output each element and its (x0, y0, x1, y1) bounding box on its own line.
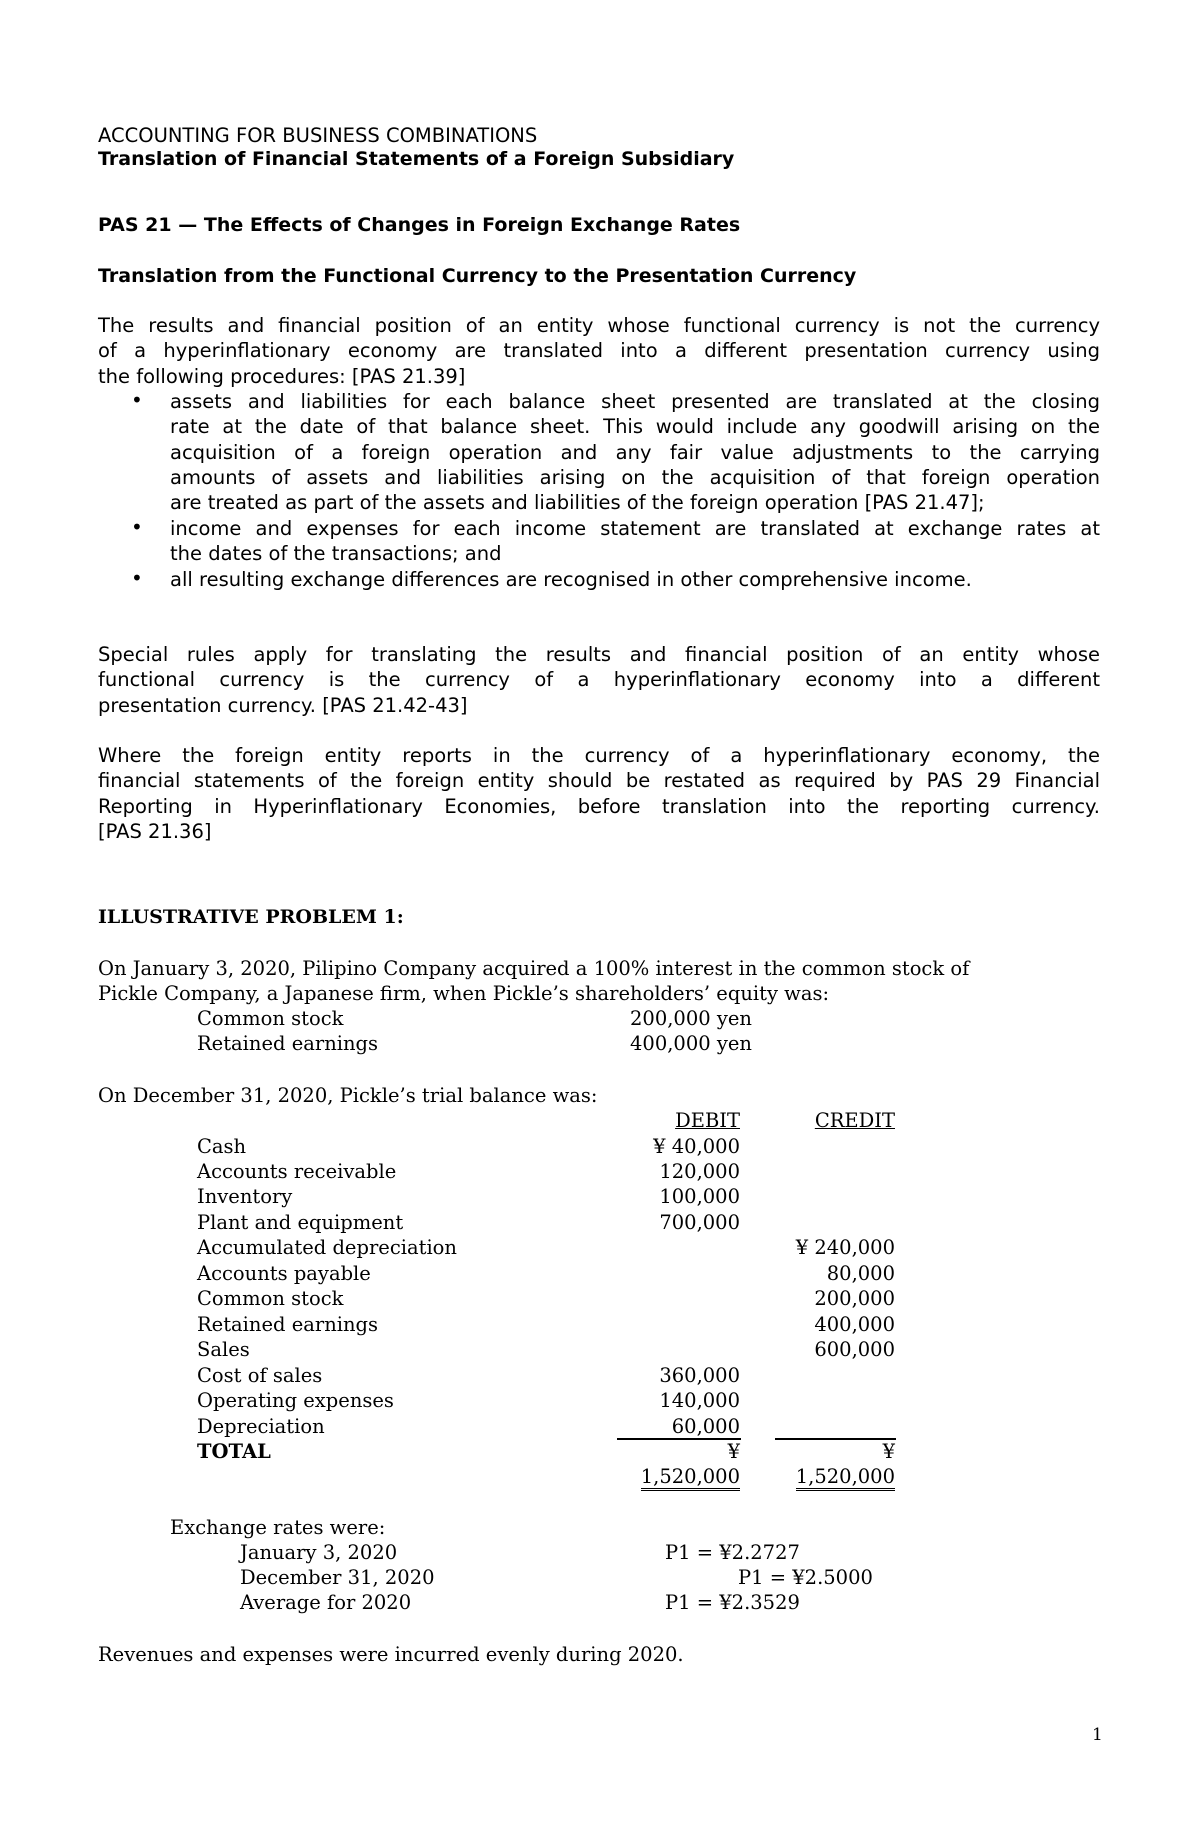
bullet-line: income and expenses for each income statement are translated at exchange rates at (170, 517, 1100, 540)
account-name: Cost of sales (197, 1364, 323, 1387)
debit-subtotal-rule (617, 1438, 741, 1440)
document-subtitle: Translation of Financial Statements of a Foreign Subsidiary (98, 148, 735, 170)
rate-date: Average for 2020 (240, 1591, 412, 1614)
rate-date: January 3, 2020 (240, 1541, 398, 1564)
account-name: Plant and equipment (197, 1211, 404, 1234)
bullet-text (170, 516, 1100, 567)
account-name: Accounts receivable (197, 1160, 397, 1183)
bullet-line: all resulting exchange differences are recognised in other comprehensive income. (170, 568, 972, 591)
rate-value: P1 = ¥2.3529 (665, 1591, 800, 1614)
intro-line: of a hyperinflationary economy are translated into a different presentation currency using (98, 339, 1100, 363)
rate-date: December 31, 2020 (240, 1566, 435, 1589)
debit-amount: 700,000 (659, 1211, 740, 1234)
total-label: TOTAL (197, 1440, 271, 1463)
debit-currency-symbol: ¥ (727, 1440, 740, 1463)
bullet-line: are treated as part of the assets and liabilities of the foreign operation [PAS 21.47]; (170, 491, 985, 515)
equity-label: Common stock (197, 1007, 344, 1030)
paragraph-line: Reporting in Hyperinflationary Economies, before translation into the reporting currency. (98, 794, 1100, 818)
document-title: ACCOUNTING FOR BUSINESS COMBINATIONS (98, 124, 538, 147)
account-name: Retained earnings (197, 1313, 379, 1336)
bullet-icon: • (131, 566, 143, 590)
credit-amount: 400,000 (814, 1313, 895, 1336)
bullet-line: rate at the date of that balance sheet. This would include any goodwill arising on the (170, 415, 1100, 439)
credit-amount: ¥ 240,000 (795, 1236, 895, 1259)
paragraph-line: [PAS 21.36] (98, 819, 212, 843)
bullet-text (170, 389, 1100, 515)
debit-amount: 140,000 (659, 1389, 740, 1412)
debit-header: DEBIT (675, 1109, 740, 1132)
equity-value: 200,000 yen (630, 1007, 752, 1030)
credit-total: 1,520,000 (796, 1465, 895, 1491)
debit-total: 1,520,000 (641, 1465, 740, 1491)
account-name: Accumulated depreciation (197, 1236, 457, 1259)
intro-paragraph (98, 313, 1100, 389)
hyperinflation-paragraph (98, 743, 1100, 844)
trial-balance-intro: On December 31, 2020, Pickle’s trial balance was: (98, 1084, 598, 1107)
page-number: 1 (1092, 1725, 1103, 1745)
section-heading: Translation from the Functional Currency to the Presentation Currency (98, 265, 857, 287)
problem-heading: ILLUSTRATIVE PROBLEM 1: (98, 906, 404, 928)
paragraph-line: Where the foreign entity reports in the currency of a hyperinflationary economy, the (98, 744, 1100, 767)
equity-label: Retained earnings (197, 1032, 379, 1055)
bullet-text (170, 567, 1100, 592)
debit-amount: 360,000 (659, 1364, 740, 1387)
equity-value: 400,000 yen (630, 1032, 752, 1055)
problem-intro-line: Pickle Company, a Japanese firm, when Pickle’s shareholders’ equity was: (98, 982, 830, 1005)
bullet-line: acquisition of a foreign operation and any fair value adjustments to the carrying (170, 440, 1100, 464)
paragraph-line: Special rules apply for translating the results and financial position of an entity whose (98, 643, 1100, 666)
bullet-line: the dates of the transactions; and (170, 542, 502, 566)
intro-line: The results and financial position of an entity whose functional currency is not the currency (98, 314, 1100, 337)
bullet-icon: • (131, 515, 143, 539)
account-name: Cash (197, 1135, 247, 1158)
bullet-icon: • (131, 388, 143, 412)
paragraph-line: presentation currency. [PAS 21.42-43] (98, 693, 468, 717)
credit-header: CREDIT (814, 1109, 895, 1132)
paragraph-line: functional currency is the currency of a hyperinflationary economy into a different (98, 668, 1100, 692)
exchange-rates-heading: Exchange rates were: (170, 1516, 386, 1539)
debit-amount: ¥ 40,000 (653, 1135, 740, 1158)
credit-currency-symbol: ¥ (882, 1440, 895, 1463)
account-name: Sales (197, 1338, 250, 1361)
debit-amount: 100,000 (659, 1185, 740, 1208)
account-name: Operating expenses (197, 1389, 394, 1412)
rate-value: P1 = ¥2.2727 (665, 1541, 800, 1564)
credit-amount: 600,000 (814, 1338, 895, 1361)
standard-heading: PAS 21 — The Effects of Changes in Foreign Exchange Rates (98, 214, 741, 236)
credit-amount: 200,000 (814, 1287, 895, 1310)
credit-amount: 80,000 (826, 1262, 895, 1285)
bullet-line: amounts of assets and liabilities arising on the acquisition of that foreign operation (170, 465, 1100, 489)
bullet-line: assets and liabilities for each balance sheet presented are translated at the closing (170, 390, 1100, 413)
rate-value: P1 = ¥2.5000 (738, 1566, 873, 1589)
account-name: Accounts payable (197, 1262, 371, 1285)
problem-intro-line: On January 3, 2020, Pilipino Company acquired a 100% interest in the common stock of (98, 957, 970, 980)
paragraph-line: financial statements of the foreign entity should be restated as required by PAS 29 Financial (98, 769, 1100, 793)
account-name: Inventory (197, 1185, 293, 1208)
debit-amount: 60,000 (671, 1415, 740, 1438)
special-rules-paragraph (98, 642, 1100, 718)
credit-subtotal-rule (775, 1438, 896, 1440)
revenue-note: Revenues and expenses were incurred evenly during 2020. (98, 1643, 684, 1666)
account-name: Depreciation (197, 1415, 325, 1438)
debit-amount: 120,000 (659, 1160, 740, 1183)
account-name: Common stock (197, 1287, 344, 1310)
intro-line: the following procedures: [PAS 21.39] (98, 364, 466, 388)
